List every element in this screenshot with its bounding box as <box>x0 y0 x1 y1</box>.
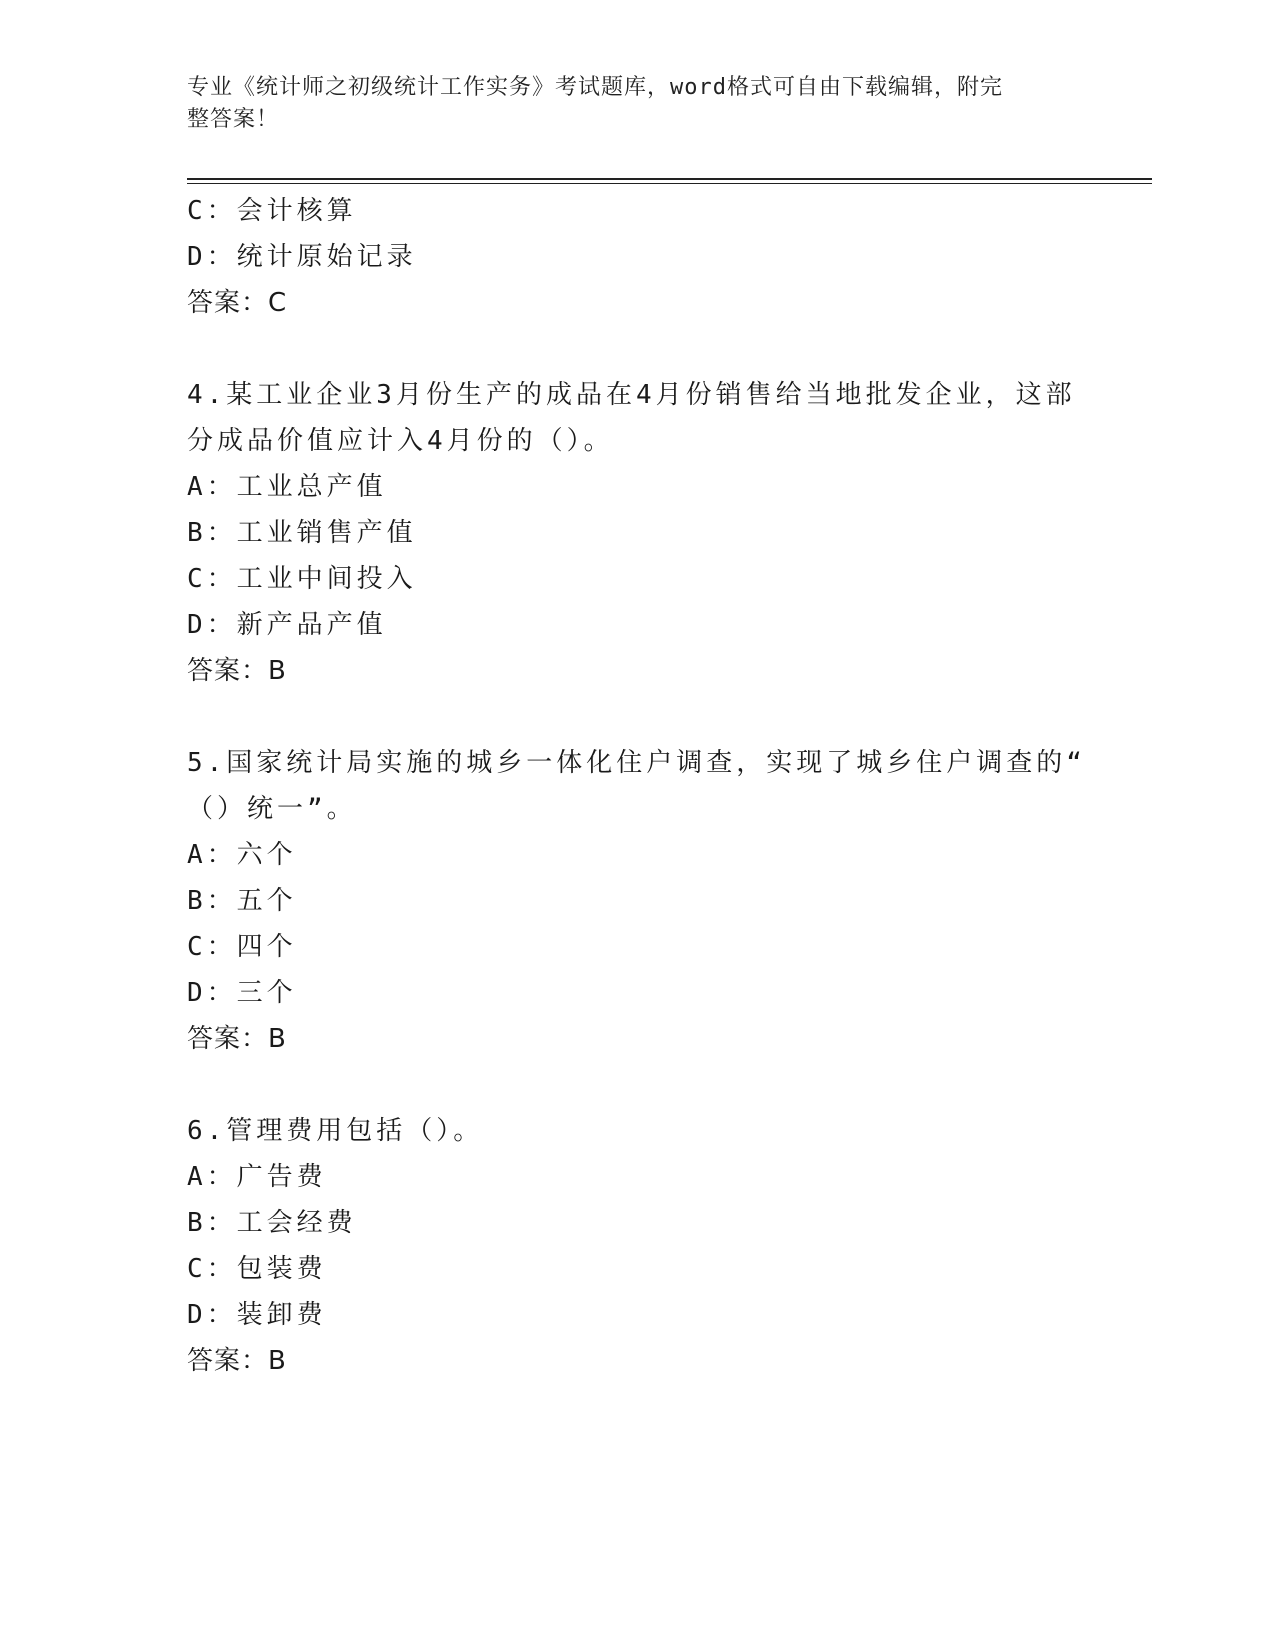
answer-line: 答案：C <box>187 288 288 318</box>
question-list <box>187 188 1086 1384</box>
question-text-line-1: 6.管理费用包括（）。 <box>187 1116 484 1146</box>
header-line-1: 专业《统计师之初级统计工作实务》考试题库，word格式可自由下载编辑，附完 <box>187 75 1003 100</box>
option-text: 六个 <box>236 840 297 870</box>
option-text: 包装费 <box>236 1254 327 1284</box>
option-text: 装卸费 <box>236 1300 327 1330</box>
option-d <box>187 602 1067 648</box>
option-c <box>187 924 1067 970</box>
option-label: D： <box>187 242 237 272</box>
question-text-line-1: 4.某工业企业3月份生产的成品在4月份销售给当地批发企业，这部 <box>187 380 1076 410</box>
question-text-line-2: 分成品价值应计入4月份的（）。 <box>187 426 614 456</box>
option-a <box>187 464 1067 510</box>
option-label: C： <box>187 932 237 962</box>
option-label: B： <box>187 886 237 916</box>
option-text: 五个 <box>236 886 297 916</box>
option-c <box>187 1246 1067 1292</box>
option-label: A： <box>187 840 237 870</box>
option-label: D： <box>187 1300 237 1330</box>
question-4 <box>187 372 1076 694</box>
answer-line: 答案：B <box>187 1346 287 1376</box>
document-header <box>187 72 1067 136</box>
option-text: 新产品产值 <box>236 610 387 640</box>
option-d <box>187 234 1067 280</box>
option-label: C： <box>187 564 237 594</box>
option-b <box>187 510 1067 556</box>
question-6 <box>187 1108 1067 1384</box>
option-text: 工业销售产值 <box>236 518 417 548</box>
question-text-line-1: 5.国家统计局实施的城乡一体化住户调查，实现了城乡住户调查的“ <box>187 748 1086 778</box>
option-label: A： <box>187 472 237 502</box>
header-divider-thin <box>187 183 1152 184</box>
option-c <box>187 188 1067 234</box>
option-b <box>187 1200 1067 1246</box>
answer-line: 答案：B <box>187 656 287 686</box>
option-b <box>187 878 1067 924</box>
option-text: 广告费 <box>236 1162 327 1192</box>
option-a <box>187 832 1067 878</box>
option-label: D： <box>187 610 237 640</box>
option-text: 统计原始记录 <box>236 242 417 272</box>
option-text: 会计核算 <box>236 196 357 226</box>
option-text: 四个 <box>236 932 297 962</box>
option-label: B： <box>187 518 237 548</box>
option-d <box>187 970 1067 1016</box>
option-a <box>187 1154 1067 1200</box>
header-divider-thick <box>187 178 1152 180</box>
option-label: C： <box>187 196 237 226</box>
option-text: 工业总产值 <box>236 472 387 502</box>
question-text-line-2: （）统一”。 <box>187 794 357 824</box>
option-c <box>187 556 1067 602</box>
header-line-2: 整答案！ <box>187 107 280 132</box>
option-label: D： <box>187 978 237 1008</box>
option-text: 工业中间投入 <box>236 564 417 594</box>
option-text: 三个 <box>236 978 297 1008</box>
option-label: A： <box>187 1162 237 1192</box>
option-label: C： <box>187 1254 237 1284</box>
option-text: 工会经费 <box>236 1208 357 1238</box>
option-label: B： <box>187 1208 237 1238</box>
answer-line: 答案：B <box>187 1024 287 1054</box>
question-5 <box>187 740 1086 1062</box>
question-3-continued <box>187 188 1067 326</box>
option-d <box>187 1292 1067 1338</box>
